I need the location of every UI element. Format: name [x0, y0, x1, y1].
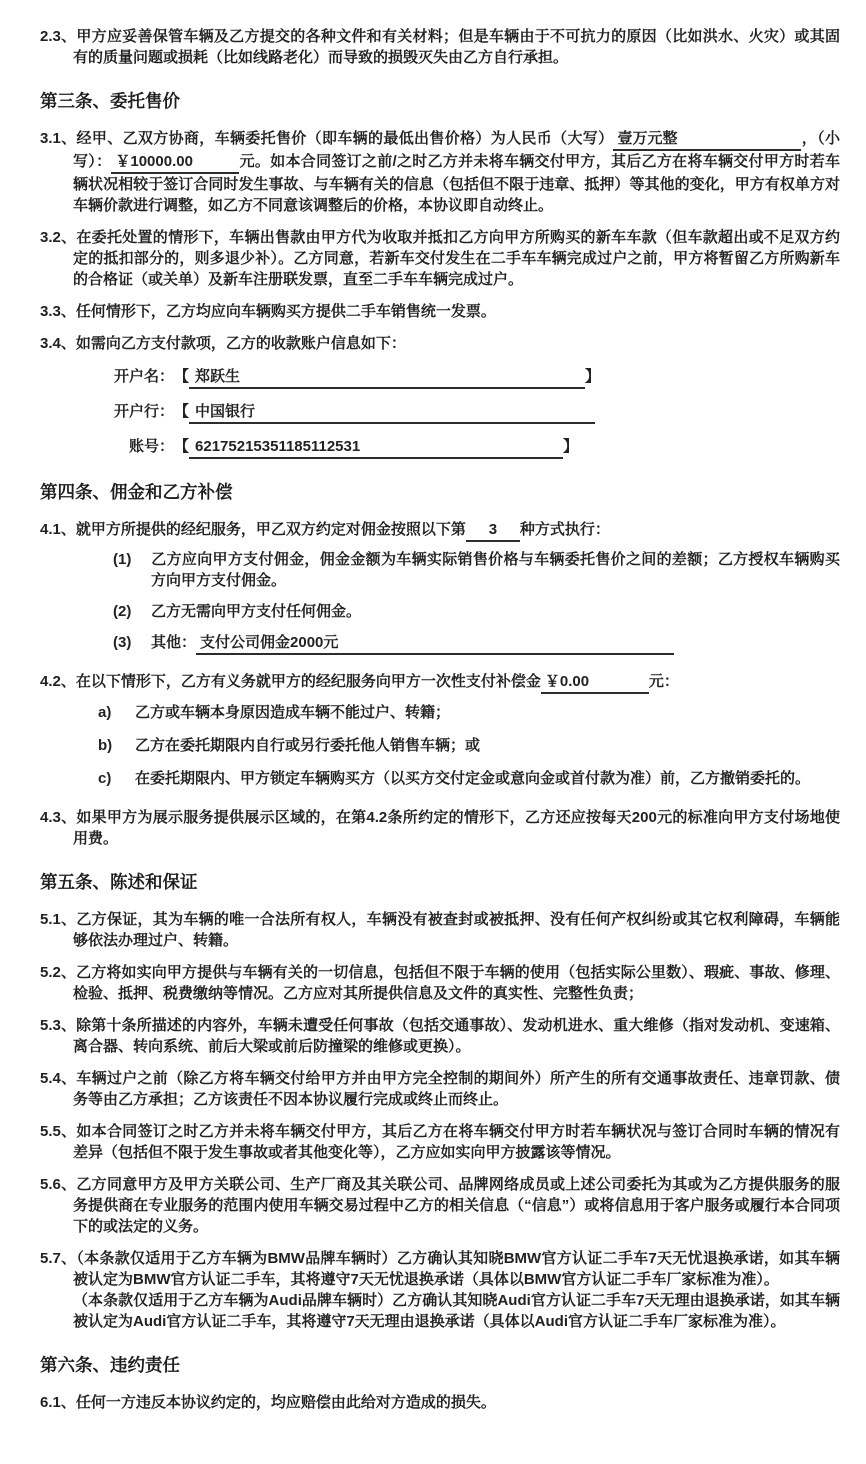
clause-text: 在委托处置的情形下，车辆出售款由甲方代为收取并抵扣乙方向甲方所购买的新车车款（但车款超出或不足双方约定的抵扣部分的，则多退少补）。乙方同意，若新车交付发生在二手车车辆完成过户之前，甲方将暂留乙方所购新车的合格证（或关单）及新车注册联发票，直至二手车车辆完成过户。	[73, 229, 840, 288]
clause-text: 乙方同意甲方及甲方关联公司、生产厂商及其关联公司、品牌网络成员或上述公司委托为其或为乙方提供服务的服务提供商在专业服务的范围内使用车辆交易过程中乙方的相关信息（“信息”）或将信息用于客户服务或履行本合同项下的或法定的义务。	[73, 1176, 840, 1235]
commission-option-2	[113, 601, 840, 622]
account-number-row	[110, 436, 840, 459]
clause-number: 5.6、	[40, 1176, 77, 1193]
article-3-title: 第三条、委托售价	[40, 91, 180, 111]
clause-number: 5.4、	[40, 1070, 77, 1087]
commission-option-number-fill: 3	[466, 519, 520, 542]
clause-3-2	[40, 227, 840, 290]
account-name-row	[110, 366, 840, 389]
compensation-case-a	[98, 702, 840, 723]
clause-number: 3.2、	[40, 229, 77, 246]
clause-number: 3.1、	[40, 130, 77, 147]
commission-option-1	[113, 549, 840, 591]
bank-name-value: 中国银行	[189, 401, 595, 424]
clause-number: 5.5、	[40, 1123, 77, 1140]
item-marker: (3)	[113, 634, 132, 651]
clause-text: 元。如本合同签订之前/之时乙方并未将车辆交付甲方，其后乙方在将车辆交付甲方时若车辆状况相较于签订合同时发生事故、与车辆有关的信息（包括但不限于违章、抵押）等其他的变化，甲方有权单方对车辆价款进行调整，如乙方不同意该调整后的价格，本协议即自动终止。	[73, 153, 840, 214]
clause-4-2	[40, 671, 840, 694]
item-marker: c)	[98, 770, 112, 787]
clause-text: 元：	[648, 673, 679, 690]
item-text: 乙方应向甲方支付佣金，佣金金额为车辆实际销售价格与车辆委托售价之间的差额；乙方授权车辆购买方向甲方支付佣金。	[151, 551, 840, 589]
account-number-value: 62175215351185112531	[189, 436, 563, 459]
item-text: 乙方或车辆本身原因造成车辆不能过户、转籍；	[135, 704, 451, 721]
clause-text: 除第十条所描述的内容外，车辆未遭受任何事故（包括交通事故）、发动机进水、重大维修（指对发动机、变速箱、离合器、转向系统、前后大梁或前后防撞梁的维修或更换）。	[73, 1017, 840, 1055]
clause-number: 4.3、	[40, 809, 77, 826]
item-text: 在委托期限内、甲方锁定车辆购买方（以买方交付定金或意向金或首付款为准）前，乙方撤销委托的。	[135, 770, 811, 787]
close-bracket: 】	[585, 368, 601, 385]
clause-5-2	[40, 962, 840, 1004]
clause-number: 4.2、	[40, 673, 76, 690]
clause-5-5	[40, 1121, 840, 1163]
other-commission-fill: 支付公司佣金2000元	[196, 632, 674, 655]
item-marker: (2)	[113, 603, 132, 620]
clause-text: 种方式执行：	[519, 521, 610, 538]
clause-text: 就甲方所提供的经纪服务，甲乙双方约定对佣金按照以下第	[75, 521, 466, 538]
clause-text: 车辆过户之前（除乙方将车辆交付给甲方并由甲方完全控制的期间外）所产生的所有交通事故责任、违章罚款、债务等由乙方承担；乙方该责任不因本协议履行完成或终止而终止。	[73, 1070, 840, 1108]
clause-text: 如本合同签订之时乙方并未将车辆交付甲方，其后乙方在将车辆交付甲方时若车辆状况与签订合同时车辆的情况有差异（包括但不限于发生事故或者其他变化等），乙方应如实向甲方披露该等情况。	[73, 1123, 840, 1161]
account-name-label: 开户名：	[113, 368, 174, 385]
close-bracket: 】	[563, 438, 579, 455]
clause-number: 4.1、	[40, 521, 76, 538]
clause-5-3	[40, 1015, 840, 1057]
clause-text-bmw: （本条款仅适用于乙方车辆为BMW品牌车辆时）乙方确认其知晓BMW官方认证二手车7天无忧退换承诺，如其车辆被认定为BMW官方认证二手车，其将遵守7天无忧退换承诺（具体以BMW官方认证二手车厂家标准为准）。	[73, 1250, 840, 1288]
clause-text: 如需向乙方支付款项，乙方的收款账户信息如下：	[75, 335, 406, 352]
item-label: 其他：	[151, 634, 197, 651]
clause-text: 经甲、乙双方协商，车辆委托售价（即车辆的最低出售价格）为人民币（大写）	[76, 130, 614, 147]
clause-number: 5.3、	[40, 1017, 77, 1034]
clause-text: 任何情形下，乙方均应向车辆购买方提供二手车销售统一发票。	[75, 303, 496, 320]
article-6-title: 第六条、违约责任	[40, 1355, 180, 1375]
clause-5-1	[40, 909, 840, 951]
open-bracket: 【	[174, 403, 190, 420]
account-name-value: 郑跃生	[189, 366, 585, 389]
account-number-label: 账号：	[128, 438, 174, 455]
clause-5-4	[40, 1068, 840, 1110]
bank-name-label: 开户行：	[113, 403, 174, 420]
clause-3-4	[40, 333, 840, 459]
clause-text: 乙方保证，其为车辆的唯一合法所有权人，车辆没有被查封或被抵押、没有任何产权纠纷或其它权利障碍，车辆能够依法办理过户、转籍。	[73, 911, 840, 949]
compensation-amount-fill: ￥0.00	[541, 671, 649, 694]
clause-text: 任何一方违反本协议约定的，均应赔偿由此给对方造成的损失。	[75, 1394, 496, 1411]
clause-text: 如果甲方为展示服务提供展示区域的，在第4.2条所约定的情形下，乙方还应按每天200元的标准向甲方支付场地使用费。	[73, 809, 840, 847]
item-text: 乙方在委托期限内自行或另行委托他人销售车辆；或	[135, 737, 481, 754]
clause-3-3	[40, 301, 840, 322]
article-5-title: 第五条、陈述和保证	[40, 872, 198, 892]
clause-3-1	[40, 128, 840, 216]
amount-in-words-fill: 壹万元整	[613, 128, 801, 151]
open-bracket: 【	[174, 438, 190, 455]
open-bracket: 【	[174, 368, 190, 385]
clause-5-7	[40, 1248, 840, 1332]
item-marker: a)	[98, 704, 112, 721]
clause-text: ，（小写）：	[73, 130, 840, 170]
item-marker: (1)	[113, 551, 132, 568]
article-4-title: 第四条、佣金和乙方补偿	[40, 482, 233, 502]
clause-number: 2.3、	[40, 28, 77, 45]
clause-text: 乙方将如实向甲方提供与车辆有关的一切信息，包括但不限于车辆的使用（包括实际公里数）、瑕疵、事故、修理、检验、抵押、税费缴纳等情况。乙方应对其所提供信息及文件的真实性、完整性负责；	[73, 964, 840, 1002]
clause-number: 6.1、	[40, 1394, 76, 1411]
bank-name-row	[110, 401, 840, 424]
clause-number: 3.4、	[40, 335, 76, 352]
clause-number: 5.2、	[40, 964, 77, 981]
clause-2-3	[40, 26, 840, 68]
clause-number: 5.7、	[40, 1250, 77, 1267]
clause-4-3	[40, 807, 840, 849]
clause-text-audi: （本条款仅适用于乙方车辆为Audi品牌车辆时）乙方确认其知晓Audi官方认证二手车7天无理由退换承诺，如其车辆被认定为Audi官方认证二手车，其将遵守7天无理由退换承诺（具体以Audi官方认证二手车厂家标准为准）。	[73, 1292, 840, 1330]
item-text: 乙方无需向甲方支付任何佣金。	[151, 603, 362, 620]
compensation-case-c	[98, 768, 840, 789]
clause-4-1	[40, 519, 840, 542]
amount-in-figures-fill: ￥10000.00	[111, 151, 239, 174]
clause-text: 在以下情形下，乙方有义务就甲方的经纪服务向甲方一次性支付补偿金	[75, 673, 541, 690]
clause-number: 3.3、	[40, 303, 76, 320]
commission-option-3	[113, 632, 840, 655]
clause-6-1	[40, 1392, 840, 1413]
clause-number: 5.1、	[40, 911, 77, 928]
item-marker: b)	[98, 737, 113, 754]
clause-5-6	[40, 1174, 840, 1237]
clause-text: 甲方应妥善保管车辆及乙方提交的各种文件和有关材料；但是车辆由于不可抗力的原因（比如洪水、火灾）或其固有的质量问题或损耗（比如线路老化）而导致的损毁灭失由乙方自行承担。	[73, 28, 840, 66]
compensation-case-b	[98, 735, 840, 756]
